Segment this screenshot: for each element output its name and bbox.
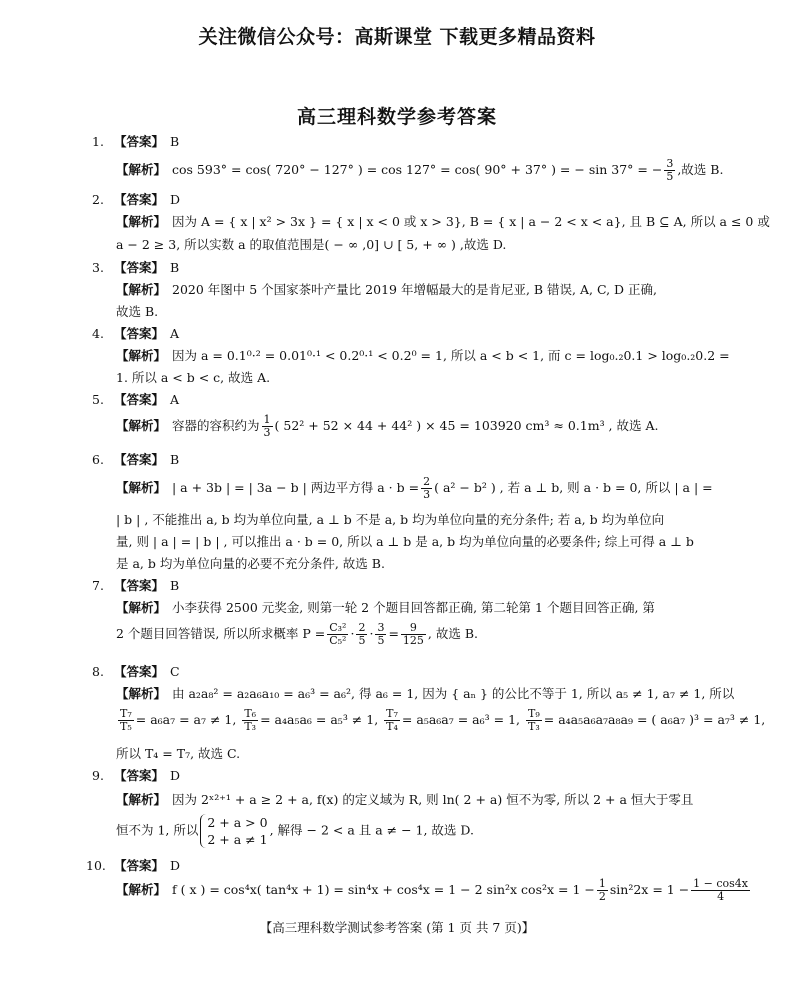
answer-value: D <box>170 768 181 783</box>
explain-label: 【解析】 <box>116 480 167 495</box>
explain-label: 【解析】 <box>116 162 167 177</box>
answer-label: 【答案】 <box>114 664 165 679</box>
fraction: $\frac{1 - \cos 4x}{4}$ <box>693 877 749 903</box>
answer-label: 【答案】 <box>114 858 165 873</box>
explain-cont-8b: 所以 T₄ = T₇, 故选 C. <box>116 746 241 761</box>
explain-text: ( a² − b² ) , 若 a ⊥ b, 则 a · b = 0, 所以 | a | = <box>434 480 713 495</box>
explain-cont-6b: 量, 则 | a | = | b | , 可以推出 a · b = 0, 所以 a ⊥ b 是 a, b 均为单位向量的必要条件; 综上可得 a ⊥ b <box>116 534 694 549</box>
explain-line-7 <box>116 598 655 616</box>
explain-label: 【解析】 <box>116 686 167 701</box>
explain-text: 由 a₂a₈² = a₂a₆a₁₀ = a₆³ = a₆², 得 a₆ = 1, 因为 { aₙ } 的公比不等于 1, 所以 a₅ ≠ 1, a₇ ≠ 1, 所以 <box>172 686 735 701</box>
explain-line-8 <box>116 684 734 702</box>
page-title: 高三理科数学参考答案 <box>296 106 497 128</box>
explain-cont-2: a − 2 ≥ 3, 所以实数 a 的取值范围是( − ∞ ,0] ∪ [ 5, + ∞ ) ,故选 D. <box>116 237 507 252</box>
explain-label: 【解析】 <box>116 882 167 897</box>
explain-label: 【解析】 <box>116 214 167 229</box>
item-number: 5. <box>92 392 104 407</box>
explain-line-10: 【解析】 f ( x ) = cos⁴x( tan⁴x + 1) = sin⁴x + cos⁴x = 1 − 2 sin²x cos²x = 1 − $\frac{1}{2}$ sin²2x = 1 − $\frac{1 - \cos 4x}{4}$ <box>116 877 749 903</box>
item-number: 8. <box>92 664 104 679</box>
explain-cont-6a: | b | , 不能推出 a, b 均为单位向量, a ⊥ b 不是 a, b 均为单位向量的充分条件; 若 a, b 均为单位向 <box>116 512 665 527</box>
answer-value: D <box>170 192 181 207</box>
item-number: 3. <box>92 260 104 275</box>
item-number: 10. <box>86 858 106 873</box>
explain-text: ( 52² + 52 × 44 + 44² ) × 45 = 103920 cm³ ≈ 0.1m³ , 故选 A. <box>274 418 659 433</box>
answer-line-1 <box>92 132 179 150</box>
explain-label: 【解析】 <box>116 600 167 615</box>
explain-cont-3: 故选 B. <box>116 304 159 319</box>
answer-line-7 <box>92 576 179 594</box>
answer-label: 【答案】 <box>114 392 165 407</box>
answer-label: 【答案】 <box>114 768 165 783</box>
answer-line-6 <box>92 450 179 468</box>
answer-line-8 <box>92 662 180 680</box>
explain-cont-8a: $\frac{\text{T₇}}{\text{T₅}}$ = a₆a₇ = a₇ ≠ 1, $\frac{\text{T₆}}{\text{T₃}}$ = a₄a₅a₆ = a₅³ ≠ 1, $\frac{\text{T₇}}{\text{T₄}}$ = a₅a₆a₇ = a₆³ = 1, $\frac{\text{T₉}}{\text{T₃}}$ = a₄a₅a₆a₇a₈a₉ = ( a₆a₇ )³ = a₇³ ≠ 1, <box>120 707 766 733</box>
explain-line-9 <box>116 790 693 808</box>
explain-cont-4: 1. 所以 a < b < c, 故选 A. <box>116 370 271 385</box>
fraction: $\frac{\text{C₃²}}{\text{C₅²}}$ <box>329 621 347 647</box>
equation-system: 2 + a > 0 2 + a ≠ 1 <box>200 814 267 848</box>
answer-value: B <box>170 452 180 467</box>
explain-text: 小李获得 2500 元奖金, 则第一轮 2 个题目回答都正确, 第二轮第 1 个题目回答正确, 第 <box>172 600 655 615</box>
fraction: $\frac{1}{2}$ <box>598 877 606 903</box>
explain-text: 因为 2ˣ²⁺¹ + a ≥ 2 + a, f(x) 的定义域为 R, 则 ln( 2 + a) 恒不为零, 所以 2 + a 恒大于零且 <box>172 792 694 807</box>
explain-text: 2020 年图中 5 个国家茶叶产量比 2019 年增幅最大的是肯尼亚, B 错误, A, C, D 正确, <box>172 282 658 297</box>
explain-label: 【解析】 <box>116 792 167 807</box>
explain-line-6 <box>116 476 713 501</box>
answer-label: 【答案】 <box>114 578 165 593</box>
answer-line-5 <box>92 390 179 408</box>
fraction: $\frac{2}{3}$ <box>423 475 431 501</box>
answer-label: 【答案】 <box>114 260 165 275</box>
explain-text: ,故选 B. <box>677 162 724 177</box>
answer-line-9 <box>92 766 180 784</box>
explain-cont-7: 2 个题目回答错误, 所以所求概率 P = $\frac{\text{C₃²}}{\text{C₅²}}$ · $\frac{2}{5}$ · $\frac{3}{5}$ = $\frac{9}{125}$ , 故选 B. <box>116 621 479 647</box>
answer-value: D <box>170 858 181 873</box>
fraction: $\frac{9}{125}$ <box>402 621 424 647</box>
answer-line-10 <box>86 856 180 874</box>
explain-line-2 <box>116 212 770 230</box>
answer-line-4 <box>92 324 179 342</box>
answer-label: 【答案】 <box>114 192 165 207</box>
fraction: $\frac{\text{T₉}}{\text{T₃}}$ <box>528 707 540 733</box>
fraction: $\frac{3}{5}$ <box>377 621 385 647</box>
answer-value: B <box>170 134 180 149</box>
item-number: 1. <box>92 134 104 149</box>
item-number: 4. <box>92 326 104 341</box>
answer-label: 【答案】 <box>114 452 165 467</box>
explain-label: 【解析】 <box>116 282 167 297</box>
promo-banner: 关注微信公众号：高斯课堂 下载更多精品资料 <box>198 26 596 48</box>
explain-text: | a + 3b | = | 3a − b | 两边平方得 a · b = <box>172 480 420 495</box>
answer-line-2 <box>92 190 180 208</box>
page-footer: 【高三理科数学测试参考答案 (第 1 页 共 7 页)】 <box>259 920 535 935</box>
answer-value: A <box>170 392 180 407</box>
answer-value: C <box>170 664 180 679</box>
explain-label: 【解析】 <box>116 348 167 363</box>
item-number: 6. <box>92 452 104 467</box>
answer-label: 【答案】 <box>114 134 165 149</box>
explain-line-5 <box>116 414 658 439</box>
fraction: $\frac{1}{3}$ <box>263 413 271 439</box>
answer-value: B <box>170 578 180 593</box>
item-number: 9. <box>92 768 104 783</box>
explain-text: 因为 A = { x | x² > 3x } = { x | x < 0 或 x > 3}, B = { x | a − 2 < x < a}, 且 B ⊆ A, 所以 a ≤ 0 或 <box>172 214 770 229</box>
fraction: $\frac{3}{5}$ <box>666 157 674 183</box>
answer-value: A <box>170 326 180 341</box>
item-number: 2. <box>92 192 104 207</box>
answer-line-3 <box>92 258 179 276</box>
answer-value: B <box>170 260 180 275</box>
explain-cont-9: 恒不为 1, 所以 2 + a > 0 2 + a ≠ 1 , 解得 − 2 < a 且 a ≠ − 1, 故选 D. <box>116 815 474 847</box>
fraction: $\frac{\text{T₇}}{\text{T₅}}$ <box>120 707 132 733</box>
explain-line-3 <box>116 280 657 298</box>
fraction: $\frac{\text{T₆}}{\text{T₃}}$ <box>244 707 257 733</box>
explain-cont-6c: 是 a, b 均为单位向量的必要不充分条件, 故选 B. <box>116 556 385 571</box>
explain-text: cos 593° = cos( 720° − 127° ) = cos 127° = cos( 90° + 37° ) = − sin 37° = − <box>172 162 663 177</box>
explain-line-1 <box>116 158 723 183</box>
item-number: 7. <box>92 578 104 593</box>
answer-label: 【答案】 <box>114 326 165 341</box>
explain-line-4 <box>116 346 730 364</box>
fraction: $\frac{\text{T₇}}{\text{T₄}}$ <box>386 707 398 733</box>
explain-label: 【解析】 <box>116 418 167 433</box>
explain-text: 容器的容积约为 <box>172 418 260 433</box>
explain-text: 因为 a = 0.1⁰·² = 0.01⁰·¹ < 0.2⁰·¹ < 0.2⁰ = 1, 所以 a < b < 1, 而 c = log₀.₂0.1 > log₀.₂0.2 = <box>172 348 730 363</box>
fraction: $\frac{2}{5}$ <box>358 621 366 647</box>
